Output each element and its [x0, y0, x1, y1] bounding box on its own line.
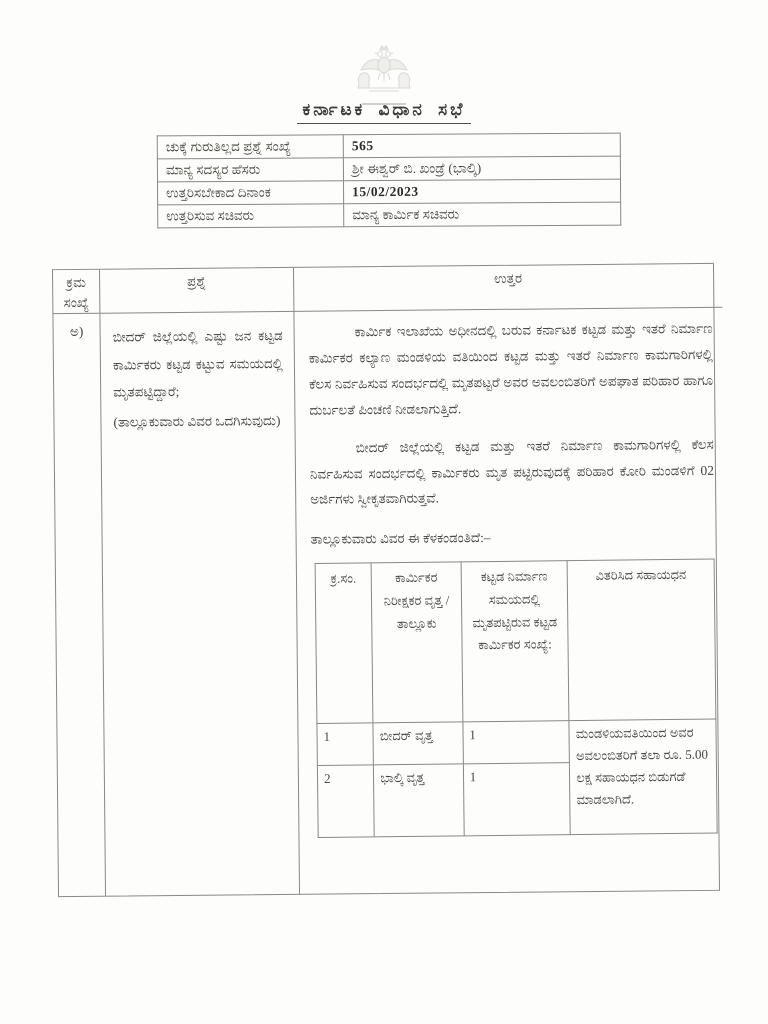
meta-label-question-number: ಚುಕ್ಕೆ ಗುರುತಿಲ್ಲದ ಪ್ರಶ್ನೆ ಸಂಖ್ಯೆ [157, 135, 343, 159]
qa-table [52, 263, 720, 897]
stats-bhalki-deaths: 1 [463, 763, 570, 836]
header-emblem-block [0, 44, 768, 105]
stats-header-circle: ಕಾರ್ಮಿಕರ ನಿರೀಕ್ಷಕರ ವೃತ್ತ /ತಾಲ್ಲೂಕು [371, 562, 462, 723]
qa-header-serial: ಕ್ರಮ ಸಂಖ್ಯೆ [53, 270, 100, 314]
qa-row-question [100, 312, 300, 896]
meta-value-member-name: ಶ್ರೀ ಈಶ್ವರ್ ಬಿ. ಖಂಡ್ರೆ (ಭಾಲ್ಕಿ) [343, 156, 620, 181]
meta-row-answer-date [158, 179, 621, 205]
answer-paragraph-1: ಕಾರ್ಮಿಕ ಇಲಾಖೆಯ ಅಧೀನದಲ್ಲಿ ಬರುವ ಕರ್ನಾಟಕ ಕಟ್ಟಡ ಮತ್ತು ಇತರೆ ನಿರ್ಮಾಣ ಕಾರ್ಮಿಕರ ಕಲ್ಯಾಣ ಮಂಡಳಿಯ ವತಿಯಿಂದ ಕಟ್ಟಡ ಮತ್ತು ಇತರೆ ನಿರ್ಮಾಣ ಕಾಮಗಾರಿಗಳಲ್ಲಿ ಕೆಲಸ ನಿರ್ವಹಿಸುವ ಸಂದರ್ಭದಲ್ಲಿ ಮೃತಪಟ್ಟರೆ ಅವರ ಅವಲಂಬಿತರಿಗೆ ಅಪಘಾತ ಪರಿಹಾರ ಹಾಗೂ ದುರ್ಬಲತೆ ಪಿಂಚಣಿ ನೀಡಲಾಗುತ್ತಿದೆ. [308, 320, 714, 418]
question-text: ಬೀದರ್ ಜಿಲ್ಲೆಯಲ್ಲಿ ಎಷ್ಟು ಜನ ಕಟ್ಟಡ ಕಾರ್ಮಿಕರು ಕಟ್ಟಡ ಕಟ್ಟುವ ಸಮಯದಲ್ಲಿ ಮೃತಪಟ್ಟಿದ್ದಾರೆ; [112, 327, 283, 400]
meta-row-answering-minister [158, 202, 621, 228]
stats-bhalki-serial: 2 [317, 765, 374, 838]
title-block [0, 100, 768, 124]
meta-value-answering-minister: ಮಾನ್ಯ ಕಾರ್ಮಿಕ ಸಚಿವರು [344, 202, 621, 227]
stats-header-aid: ವಿತರಿಸಿದ ಸಹಾಯಧನ [567, 559, 716, 721]
meta-label-answering-minister: ಉತ್ತರಿಸುವ ಸಚಿವರು [158, 204, 344, 228]
stats-bidar-deaths: 1 [463, 721, 570, 764]
talukwise-stats-table [315, 558, 718, 838]
qa-row-serial: ಅ) [53, 314, 106, 896]
answer-paragraph-2: ಬೀದರ್ ಜಿಲ್ಲೆಯಲ್ಲಿ ಕಟ್ಟಡ ಮತ್ತು ಇತರೆ ನಿರ್ಮಾಣ ಕಾಮಗಾರಿಗಳಲ್ಲಿ ಕೆಲಸ ನಿರ್ವಹಿಸುವ ಸಂದರ್ಭದಲ್ಲಿ ಕಾರ್ಮಿಕರು ಮೃತ ಪಟ್ಟಿರುವುದಕ್ಕೆ ಪರಿಹಾರ ಕೋರಿ ಮಂಡಳಿಗೆ 02 ಅರ್ಜಿಗಳು ಸ್ವೀಕೃತವಾಗಿರುತ್ತವೆ. [309, 436, 715, 508]
stats-aid-note: ಮಂಡಳಿಯವತಿಯಿಂದ ಅವರ ಅವಲಂಬಿತರಿಗೆ ತಲಾ ರೂ. 5.00 ಲಕ್ಷ ಸಹಾಯಧನ ಬಿಡುಗಡೆ ಮಾಡಲಾಗಿದೆ. [569, 719, 717, 835]
question-note: (ತಾಲ್ಲೂಕುವಾರು ವಿವರ ಒದಗಿಸುವುದು) [113, 413, 281, 430]
meta-label-member-name: ಮಾನ್ಯ ಸದಸ್ಯರ ಹೆಸರು [157, 158, 343, 182]
meta-row-member-name [157, 156, 620, 182]
meta-label-answer-date: ಉತ್ತರಿಸಬೇಕಾದ ದಿನಾಂಕ [158, 181, 344, 205]
stats-header-serial: ಕ್ರ.ಸಂ. [315, 563, 373, 724]
meta-value-question-number: 565 [343, 133, 620, 158]
meta-value-answer-date: 15/02/2023 [344, 179, 621, 204]
stats-row-bidar [317, 719, 716, 766]
stats-header-deaths: ಕಟ್ಟಡ ನಿರ್ಮಾಣ ಸಮಯದಲ್ಲಿ ಮೃತಪಟ್ಟಿರುವ ಕಟ್ಟಡ ಕಾರ್ಮಿಕರ ಸಂಖ್ಯೆ: [461, 561, 569, 722]
qa-row-answer [294, 308, 728, 894]
stats-bidar-serial: 1 [317, 723, 374, 766]
qa-header-question: ಪ್ರಶ್ನೆ [100, 268, 294, 314]
answer-talukwise-note: ತಾಲ್ಲೂಕುವಾರು ವಿವರ ಈ ಕೆಳಕಂಡಂತಿದೆ:– [310, 530, 491, 548]
question-meta-table [157, 133, 622, 229]
stats-bidar-circle: ಬೀದರ್ ವೃತ್ತ [373, 722, 463, 765]
karnataka-emblem-icon [345, 44, 423, 96]
qa-header-answer: ಉತ್ತರ [294, 264, 722, 312]
stats-bhalki-circle: ಭಾಲ್ಕಿ ವೃತ್ತ [374, 764, 464, 837]
meta-row-question-number [157, 133, 620, 159]
page-title: ಕರ್ನಾಟಕ ವಿಧಾನ ಸಭೆ [297, 100, 472, 124]
stats-header-row [315, 559, 716, 724]
